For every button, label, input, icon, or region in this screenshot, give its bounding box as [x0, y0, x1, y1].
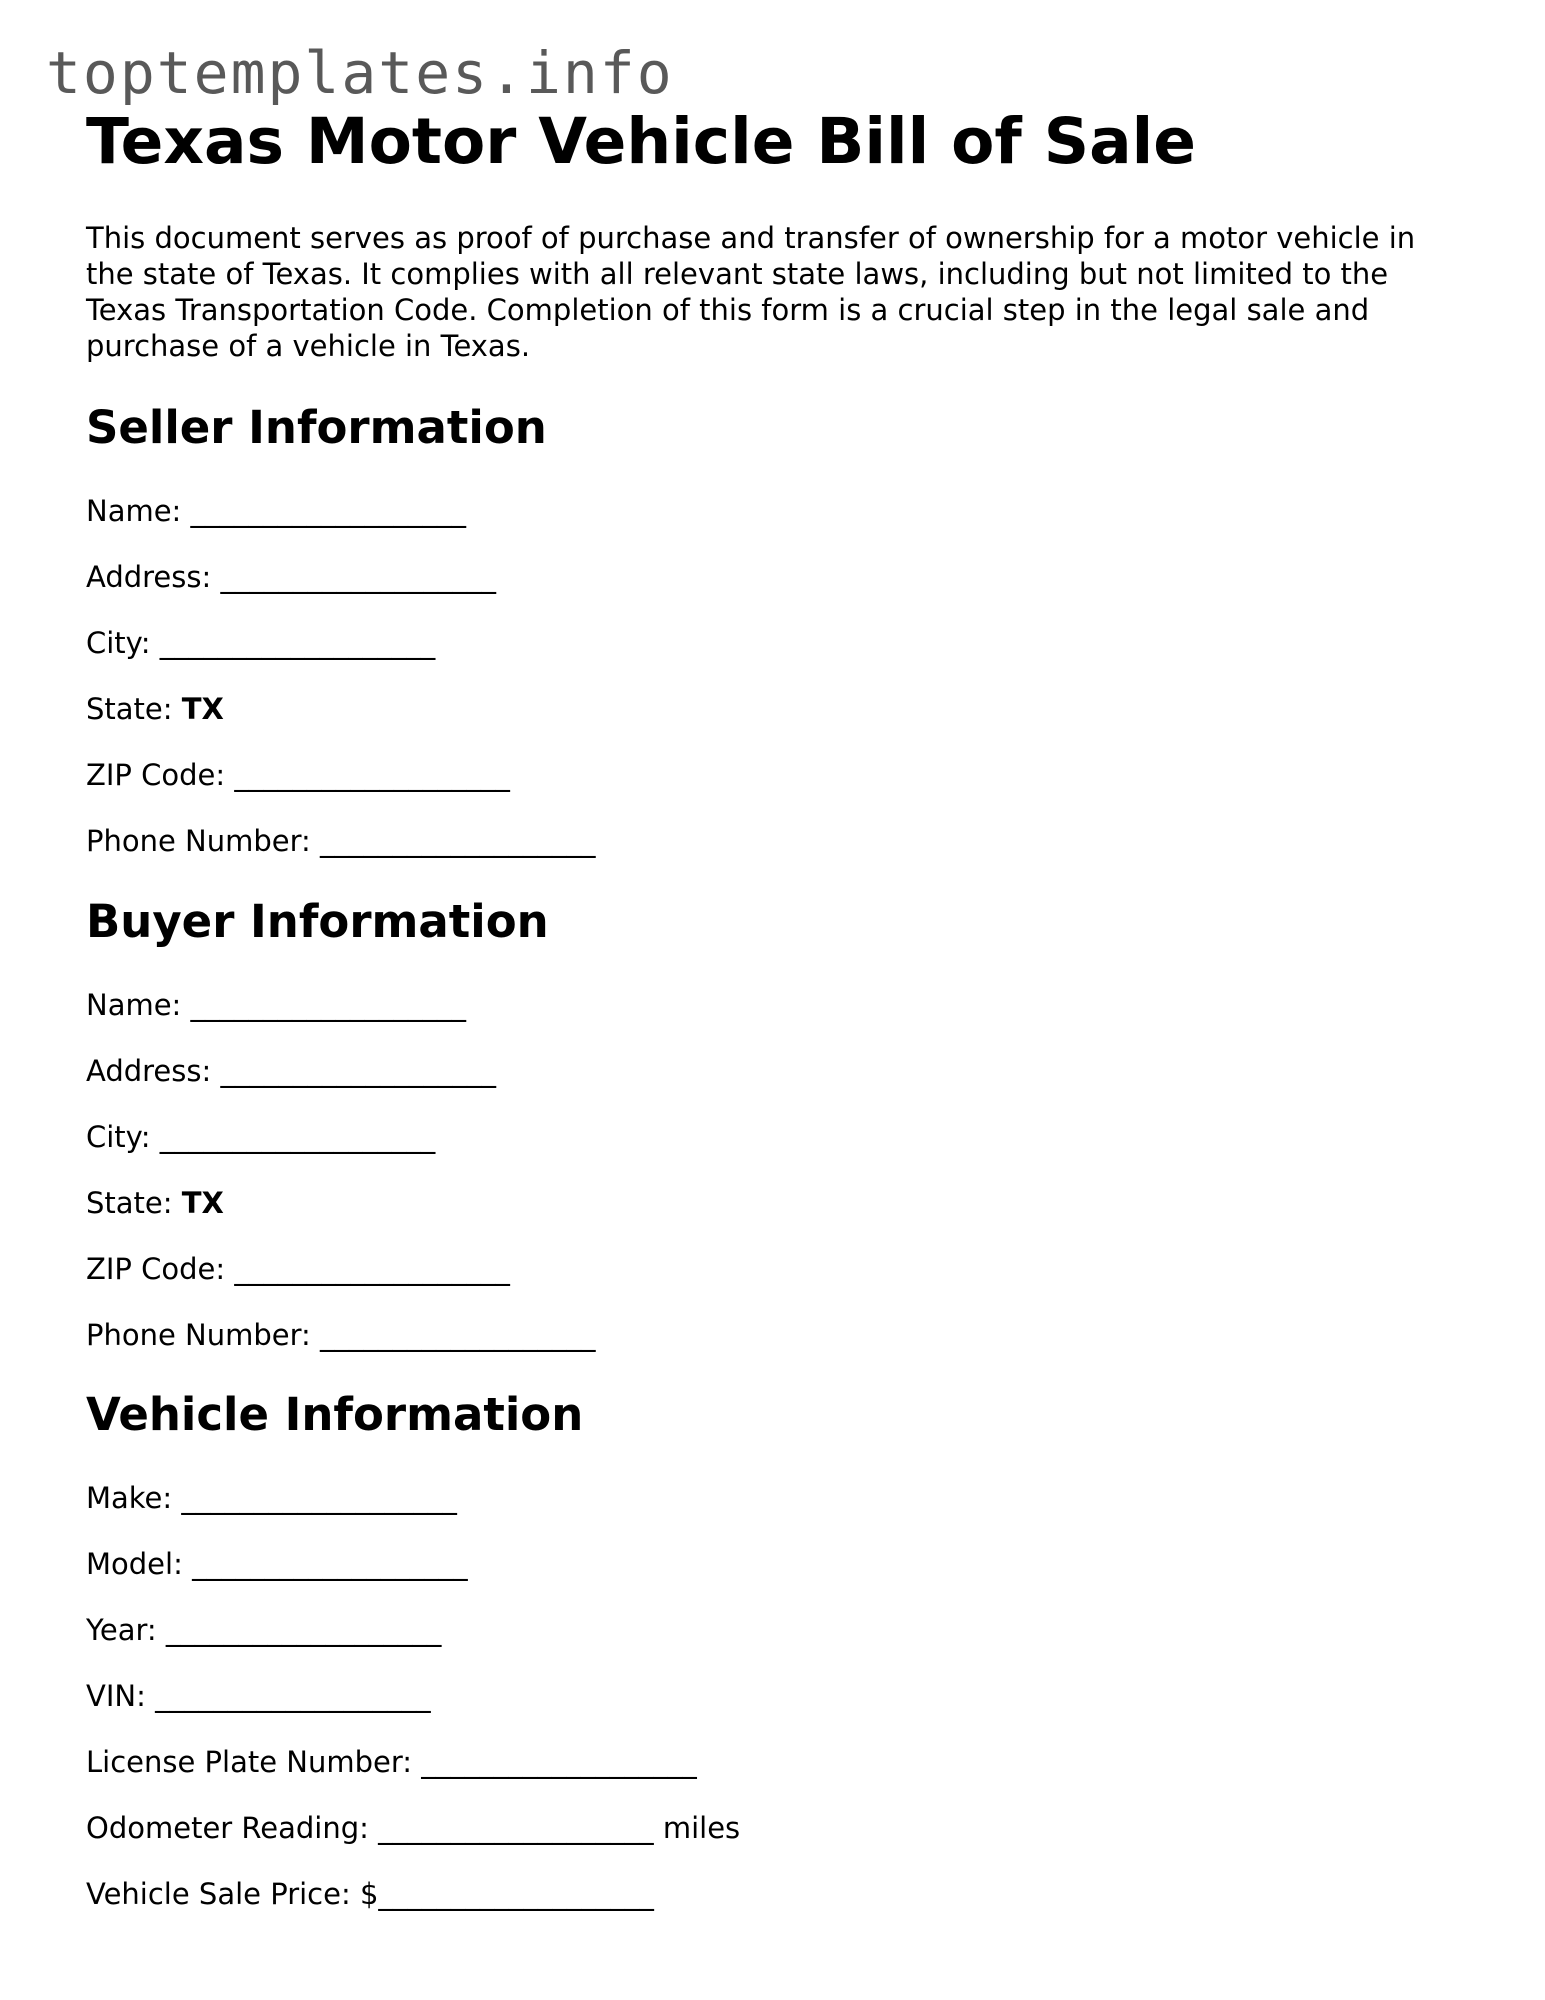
buyer-address-label: Address:: [86, 1054, 221, 1088]
vehicle-model-label: Model:: [86, 1547, 193, 1581]
buyer-phone-label: Phone Number:: [86, 1318, 321, 1352]
vehicle-plate-label: License Plate Number:: [86, 1745, 422, 1779]
seller-city-blank[interactable]: ___________________: [159, 626, 436, 660]
seller-name-label: Name:: [86, 494, 191, 528]
buyer-phone-blank[interactable]: ___________________: [320, 1318, 596, 1352]
seller-phone-label: Phone Number:: [86, 824, 321, 858]
seller-address-field: [86, 560, 496, 594]
document-title: Texas Motor Vehicle Bill of Sale: [86, 105, 1196, 178]
buyer-name-blank[interactable]: ___________________: [190, 988, 467, 1022]
vehicle-make-label: Make:: [86, 1481, 182, 1515]
vehicle-vin-field: [86, 1679, 431, 1713]
vehicle-price-field: [86, 1877, 654, 1911]
vehicle-year-blank[interactable]: ___________________: [165, 1613, 442, 1647]
seller-section-heading: Seller Information: [86, 401, 547, 454]
watermark-text: toptemplates.info: [46, 39, 674, 107]
vehicle-odometer-field: [86, 1811, 741, 1845]
vehicle-odometer-blank[interactable]: ___________________: [378, 1811, 654, 1845]
buyer-phone-field: [86, 1318, 596, 1352]
buyer-name-label: Name:: [86, 988, 191, 1022]
buyer-state-label: State:: [86, 1186, 182, 1220]
buyer-name-field: [86, 988, 467, 1022]
buyer-address-blank[interactable]: ___________________: [220, 1054, 496, 1088]
vehicle-model-field: [86, 1547, 468, 1581]
buyer-city-field: [86, 1120, 436, 1154]
seller-address-blank[interactable]: ___________________: [220, 560, 496, 594]
seller-state-value: TX: [181, 692, 224, 726]
buyer-zip-field: [86, 1252, 510, 1286]
vehicle-make-blank[interactable]: ___________________: [181, 1481, 457, 1515]
seller-zip-field: [86, 758, 510, 792]
seller-city-field: [86, 626, 436, 660]
buyer-state-value: TX: [181, 1186, 224, 1220]
buyer-city-blank[interactable]: ___________________: [159, 1120, 436, 1154]
vehicle-odometer-label: Odometer Reading:: [86, 1811, 379, 1845]
seller-phone-blank[interactable]: ___________________: [320, 824, 596, 858]
seller-zip-label: ZIP Code:: [86, 758, 235, 792]
vehicle-section-heading: Vehicle Information: [86, 1388, 584, 1441]
seller-name-blank[interactable]: ___________________: [190, 494, 467, 528]
seller-zip-blank[interactable]: ___________________: [234, 758, 510, 792]
intro-paragraph: This document serves as proof of purchase and transfer of ownership for a motor vehicle in the state of Texas. It complies with all relevant state laws, including but not limited to the Texas Transportation Code. Completion of this form is a crucial step in the legal sale and purchase of a vehicle in Texas.: [86, 221, 1416, 363]
vehicle-year-label: Year:: [86, 1613, 166, 1647]
seller-city-label: City:: [86, 626, 160, 660]
vehicle-year-field: [86, 1613, 442, 1647]
buyer-zip-label: ZIP Code:: [86, 1252, 235, 1286]
vehicle-make-field: [86, 1481, 457, 1515]
seller-state-field: [86, 692, 224, 726]
vehicle-odometer-unit: miles: [653, 1811, 741, 1845]
seller-name-field: [86, 494, 467, 528]
buyer-zip-blank[interactable]: ___________________: [234, 1252, 510, 1286]
buyer-city-label: City:: [86, 1120, 160, 1154]
vehicle-plate-blank[interactable]: ___________________: [421, 1745, 697, 1779]
seller-state-label: State:: [86, 692, 182, 726]
vehicle-model-blank[interactable]: ___________________: [192, 1547, 468, 1581]
vehicle-vin-blank[interactable]: ___________________: [155, 1679, 431, 1713]
seller-address-label: Address:: [86, 560, 221, 594]
vehicle-plate-field: [86, 1745, 697, 1779]
buyer-state-field: [86, 1186, 224, 1220]
seller-phone-field: [86, 824, 596, 858]
vehicle-price-blank[interactable]: ___________________: [378, 1877, 654, 1911]
vehicle-price-label: Vehicle Sale Price: $: [86, 1877, 379, 1911]
vehicle-vin-label: VIN:: [86, 1679, 156, 1713]
buyer-address-field: [86, 1054, 496, 1088]
buyer-section-heading: Buyer Information: [86, 895, 549, 948]
